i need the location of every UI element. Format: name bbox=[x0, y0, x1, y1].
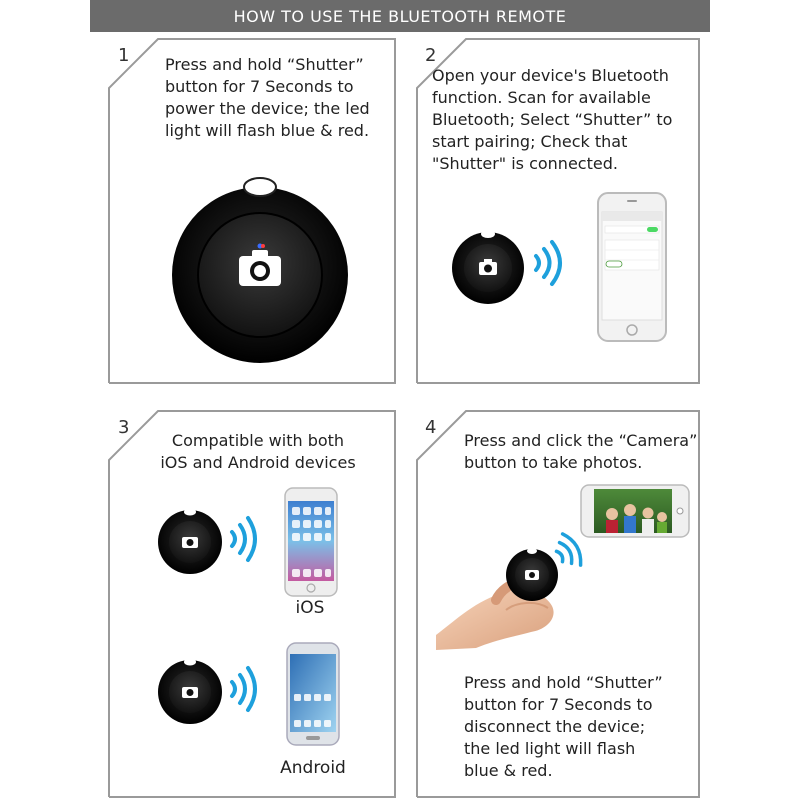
iphone-device bbox=[284, 487, 338, 597]
smartphone-pairing-screen bbox=[597, 192, 667, 342]
camera-icon bbox=[182, 687, 198, 698]
bluetooth-signal-icon bbox=[532, 238, 568, 288]
step-4-text: Press and click the “Camera” button to take photos. bbox=[464, 431, 698, 472]
bluetooth-remote bbox=[506, 548, 558, 601]
step-4-number: 4 bbox=[425, 417, 437, 438]
bluetooth-signal-icon bbox=[228, 665, 262, 713]
step-4-disconnect-text: Press and hold “Shutter” button for 7 Seconds to disconnect the device; the led light will flash blue & red. bbox=[464, 673, 663, 780]
bluetooth-signal-icon bbox=[228, 515, 262, 563]
bluetooth-remote-small bbox=[448, 226, 528, 306]
page-header bbox=[90, 0, 710, 32]
hand-holding-remote bbox=[436, 540, 576, 650]
step-3-text: Compatible with both iOS and Android devices bbox=[160, 431, 356, 472]
step-2-number: 2 bbox=[425, 45, 437, 66]
step-1-text: Press and hold “Shutter” button for 7 Seconds to power the device; the led light will flash blue & red. bbox=[165, 55, 370, 140]
ios-label: iOS bbox=[295, 598, 325, 618]
bluetooth-remote-small bbox=[155, 655, 225, 725]
bluetooth-remote bbox=[160, 170, 360, 370]
step-2-text: Open your device's Bluetooth function. Scan for available Bluetooth; Select “Shutter” to start pairing; Check that "Shutter" is connected. bbox=[432, 66, 673, 173]
camera-icon bbox=[182, 537, 198, 548]
android-device bbox=[286, 642, 340, 746]
bluetooth-remote-small bbox=[155, 505, 225, 575]
smartphone-camera-screen bbox=[580, 484, 690, 538]
header-title: HOW TO USE THE BLUETOOTH REMOTE bbox=[233, 6, 567, 26]
step-3-number: 3 bbox=[118, 417, 130, 438]
step-1-number: 1 bbox=[118, 45, 130, 66]
android-label: Android bbox=[280, 758, 346, 778]
camera-icon bbox=[525, 570, 539, 580]
